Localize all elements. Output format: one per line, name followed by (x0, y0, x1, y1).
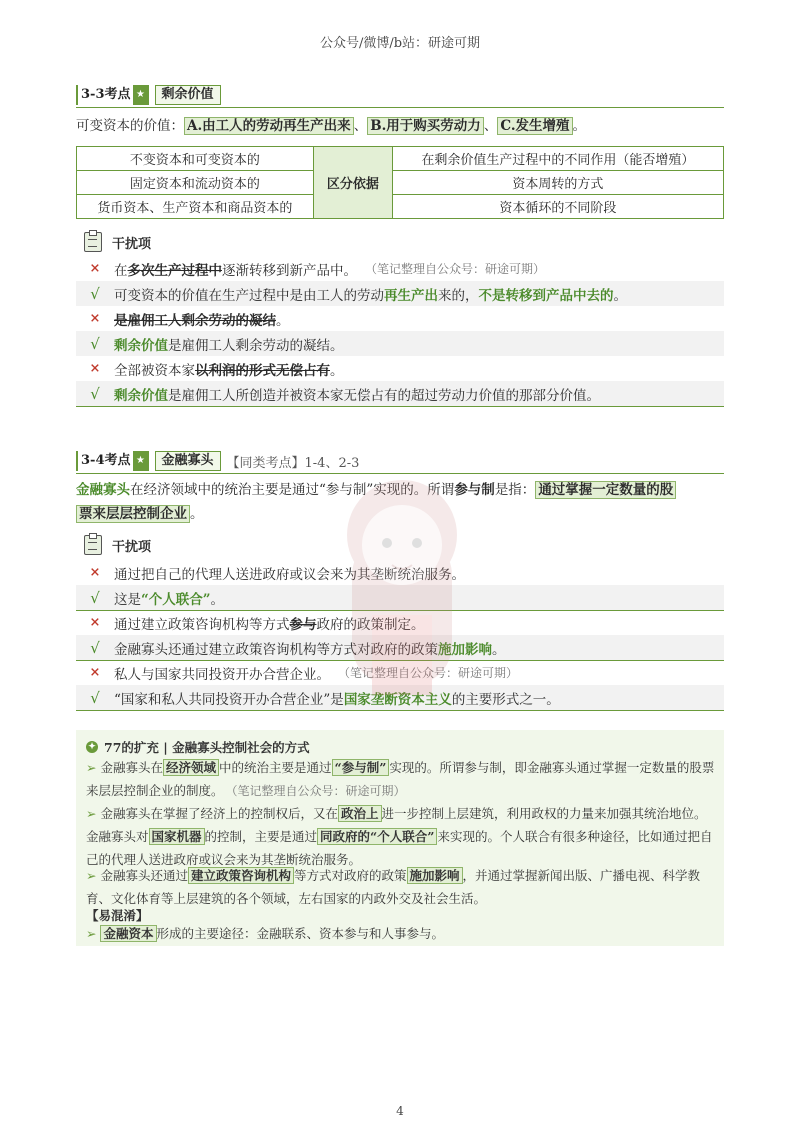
table-cell: 在剩余价值生产过程中的不同作用（能否增殖） (392, 147, 723, 171)
text: 金融寡头在掌握了经济上的控制权后，又在 (100, 806, 338, 821)
distractor-heading (84, 232, 151, 252)
text-green: 剩余价值 (114, 337, 168, 354)
text: 的控制，主要是通过 (204, 829, 318, 844)
extension-item (86, 756, 718, 803)
key-point: 金融资本 (100, 925, 156, 942)
text: 政府的政策制定。 (316, 616, 425, 633)
section-number: 3-3考点 (76, 85, 131, 105)
cross-icon: × (89, 665, 101, 680)
table-row (77, 147, 724, 171)
text-green: 剩余价值 (114, 387, 168, 404)
text: 进一步控制上层建筑，利用政权的力量来加强其统治地位。金融寡头对 (86, 806, 707, 844)
text: “国家和私人共同投资开办合营企业”是 (114, 691, 344, 708)
text: 是指： (494, 482, 536, 498)
clipboard-icon (84, 232, 102, 252)
section-title: 金融寡头 (155, 451, 221, 471)
key-point-b: B.用于购买劳动力 (367, 117, 484, 135)
section-3-4-tag (76, 450, 359, 472)
term-bold: 参与制 (454, 482, 495, 498)
intro-end: 。 (572, 118, 587, 134)
text-strike: 以利润的形式无偿占有 (195, 362, 330, 379)
text: 。 (492, 641, 506, 658)
text-green: 不是转移到产品中去的 (478, 287, 614, 304)
cross-icon: × (89, 565, 101, 580)
text: 。 (276, 312, 290, 329)
text-green: 国家垄断资本主义 (343, 691, 452, 708)
list-item (76, 585, 724, 611)
text: 在经济领域中的统治主要是通过“参与制”实现的。所谓 (130, 482, 455, 498)
capital-comparison-table (76, 146, 724, 219)
text: 私人与国家共同投资开办合营企业。 (114, 666, 330, 683)
key-point: “参与制” (332, 759, 390, 776)
text: 金融寡头还通过 (100, 868, 188, 883)
table-cell: 资本周转的方式 (392, 171, 723, 195)
text: 的主要形式之一。 (451, 691, 560, 708)
text: 金融寡头在 (100, 760, 163, 775)
list-item (76, 331, 724, 356)
arrow-icon: ➢ (86, 868, 97, 883)
text-green: 再生产出 (384, 287, 438, 304)
text: 金融寡头还通过建立政策咨询机构等方式对政府的政策 (114, 641, 438, 658)
text: 。 (330, 362, 344, 379)
list-item (76, 660, 724, 685)
text-strike: 是雇佣工人剩余劳动的凝结 (114, 312, 276, 329)
table-row (77, 171, 724, 195)
key-point: 通过掌握一定数量的股 (535, 481, 676, 499)
text: 是雇佣工人所创造并被资本家无偿占有的超过劳动力价值的那部分价值。 (168, 387, 600, 404)
cross-icon: × (89, 261, 101, 276)
key-point: 建立政策咨询机构 (188, 867, 294, 884)
lightbulb-icon: ✦ (86, 741, 98, 753)
clipboard-icon (84, 535, 102, 555)
text: 等方式对政府的政策 (294, 868, 407, 883)
extension-title (86, 738, 310, 756)
section-3-3-tag (76, 84, 221, 106)
arrow-icon: ➢ (86, 760, 97, 775)
list-item (76, 610, 724, 635)
distractor-label: 干扰项 (112, 539, 152, 555)
text-strike: 多次生产过程中 (127, 262, 222, 279)
cross-icon: × (89, 615, 101, 630)
table-cell: 不变资本和可变资本的 (77, 147, 314, 171)
confuse-label: 【易混淆】 (86, 908, 149, 923)
extension-box (76, 730, 724, 946)
table-cell: 货币资本、生产资本和商品资本的 (77, 195, 314, 219)
check-icon: √ (90, 334, 100, 353)
text: 中的统治主要是通过 (219, 760, 332, 775)
term: 金融寡头 (76, 482, 130, 498)
text-green: 施加影响 (438, 641, 492, 658)
check-icon: √ (90, 588, 100, 607)
text: 。 (613, 287, 627, 304)
intro-paragraph: 可变资本的价值： A.由工人的劳动再生产出来 、 B.用于购买劳动力 、 C.发生增殖 。 (76, 118, 587, 134)
table-row (77, 195, 724, 219)
distractor-heading (84, 535, 151, 555)
table-cell: 固定资本和流动资本的 (77, 171, 314, 195)
key-point: 施加影响 (407, 867, 463, 884)
key-point: 国家机器 (149, 828, 205, 845)
text: 来的， (438, 287, 479, 304)
key-point-a: A.由工人的劳动再生产出来 (184, 117, 354, 135)
section-divider (76, 473, 724, 474)
arrow-icon: ➢ (86, 806, 97, 821)
text: 在 (114, 262, 128, 279)
list-item (76, 635, 724, 661)
intro-prefix: 可变资本的价值： (76, 118, 184, 134)
text-strike: 参与 (289, 616, 317, 633)
list-item (76, 356, 724, 381)
related-points: 【同类考点】1-4、2-3 (226, 455, 360, 471)
note: （笔记整理自公众号：研途可期） (365, 262, 546, 276)
list-item (76, 256, 724, 281)
list-item (76, 381, 724, 407)
arrow-icon: ➢ (86, 926, 97, 941)
text: 逐渐转移到新产品中。 (222, 262, 357, 279)
note: （笔记整理自公众号：研途可期） (231, 784, 406, 798)
list-item (76, 560, 724, 585)
text: ，并通过掌握新闻出版、广播电视、科学教育、文化体育等上层建筑的各个领域，左右国家的内政外交及社会生活。 (86, 868, 701, 906)
text: 通过建立政策咨询机构等方式 (114, 616, 290, 633)
star-icon: ★ (133, 451, 149, 471)
definition-paragraph (76, 478, 726, 526)
section-number: 3-4考点 (76, 451, 131, 471)
cross-icon: × (89, 311, 101, 326)
text: 。 (210, 591, 225, 608)
check-icon: √ (90, 688, 100, 707)
extension-item (86, 802, 718, 871)
page-number: 4 (396, 1104, 404, 1118)
check-icon: √ (90, 284, 100, 303)
key-point: 经济领域 (163, 759, 219, 776)
check-icon: √ (90, 638, 100, 657)
table-cell-basis: 区分依据 (313, 147, 392, 219)
text: 实现的。所谓参与制，即金融寡头通过掌握一定数量的股票来层层控制企业的制度。 (86, 760, 715, 798)
check-icon: √ (90, 384, 100, 403)
section-divider (76, 107, 724, 108)
extension-item (86, 922, 718, 945)
list-item (76, 685, 724, 711)
text: 通过把自己的代理人送进政府或议会来为其垄断统治服务。 (114, 566, 465, 583)
list-item (76, 281, 724, 306)
text: 形成的主要途径：金融联系、资本参与和人事参与。 (156, 926, 445, 941)
extension-title-text: 77的扩充 | 金融寡头控制社会的方式 (104, 740, 310, 755)
distractor-label: 干扰项 (112, 236, 152, 252)
text-green: “个人联合” (141, 591, 211, 608)
text: 全部被资本家 (114, 362, 195, 379)
text: 。 (190, 506, 204, 522)
text: 是雇佣工人剩余劳动的凝结。 (168, 337, 344, 354)
key-point: 同政府的“个人联合” (317, 828, 437, 845)
table-cell: 资本循环的不同阶段 (392, 195, 723, 219)
text: 这是 (114, 591, 141, 608)
text: 来实现的。个人联合有很多种途径，比如通过把自己的代理人送进政府或议会来为其垄断统治服务。 (86, 829, 713, 867)
note: （笔记整理自公众号：研途可期） (338, 666, 519, 680)
key-point: 政治上 (338, 805, 382, 822)
text: 可变资本的价值在生产过程中是由工人的劳动 (114, 287, 384, 304)
key-point: 票来层层控制企业 (76, 505, 190, 523)
list-item (76, 306, 724, 331)
page-header: 公众号/微博/b站：研途可期 (319, 36, 481, 51)
key-point-c: C.发生增殖 (497, 117, 572, 135)
section-title: 剩余价值 (155, 85, 221, 105)
cross-icon: × (89, 361, 101, 376)
star-icon: ★ (133, 85, 149, 105)
